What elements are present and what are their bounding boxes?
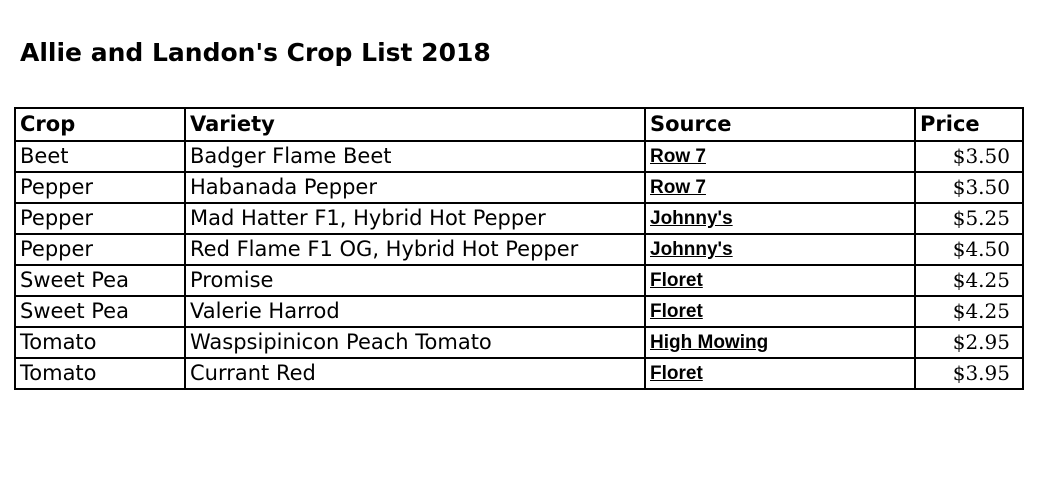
cell-crop: Sweet Pea (15, 265, 185, 296)
source-link[interactable]: Floret (645, 358, 915, 389)
table-row (15, 172, 1023, 203)
table-header-row (15, 108, 1023, 141)
cell-variety: Badger Flame Beet (185, 141, 645, 172)
source-link[interactable]: Row 7 (645, 172, 915, 203)
table-row (15, 203, 1023, 234)
cell-price: $4.25 (915, 265, 1023, 296)
cell-crop: Beet (15, 141, 185, 172)
cell-crop: Tomato (15, 358, 185, 389)
source-link[interactable]: Johnny's (645, 234, 915, 265)
cell-price: $4.50 (915, 234, 1023, 265)
cell-price: $2.95 (915, 327, 1023, 358)
table-row (15, 358, 1023, 389)
cell-variety: Promise (185, 265, 645, 296)
cell-crop: Pepper (15, 203, 185, 234)
table-row (15, 234, 1023, 265)
cell-price: $3.50 (915, 172, 1023, 203)
cell-price: $3.50 (915, 141, 1023, 172)
table-row (15, 327, 1023, 358)
source-link[interactable]: High Mowing (645, 327, 915, 358)
table-row (15, 296, 1023, 327)
cell-price: $4.25 (915, 296, 1023, 327)
source-link[interactable]: Floret (645, 265, 915, 296)
cell-price: $3.95 (915, 358, 1023, 389)
header-variety: Variety (185, 108, 645, 141)
source-link[interactable]: Row 7 (645, 141, 915, 172)
source-link[interactable]: Johnny's (645, 203, 915, 234)
table-row (15, 141, 1023, 172)
cell-crop: Pepper (15, 234, 185, 265)
page-title: Allie and Landon's Crop List 2018 (20, 38, 491, 67)
cell-variety: Valerie Harrod (185, 296, 645, 327)
source-link[interactable]: Floret (645, 296, 915, 327)
header-crop: Crop (15, 108, 185, 141)
cell-variety: Currant Red (185, 358, 645, 389)
cell-price: $5.25 (915, 203, 1023, 234)
cell-variety: Red Flame F1 OG, Hybrid Hot Pepper (185, 234, 645, 265)
cell-variety: Mad Hatter F1, Hybrid Hot Pepper (185, 203, 645, 234)
cell-crop: Pepper (15, 172, 185, 203)
cell-variety: Waspsipinicon Peach Tomato (185, 327, 645, 358)
crop-table (14, 107, 1024, 390)
header-price: Price (915, 108, 1023, 141)
header-source: Source (645, 108, 915, 141)
table-row (15, 265, 1023, 296)
cell-crop: Tomato (15, 327, 185, 358)
cell-crop: Sweet Pea (15, 296, 185, 327)
cell-variety: Habanada Pepper (185, 172, 645, 203)
